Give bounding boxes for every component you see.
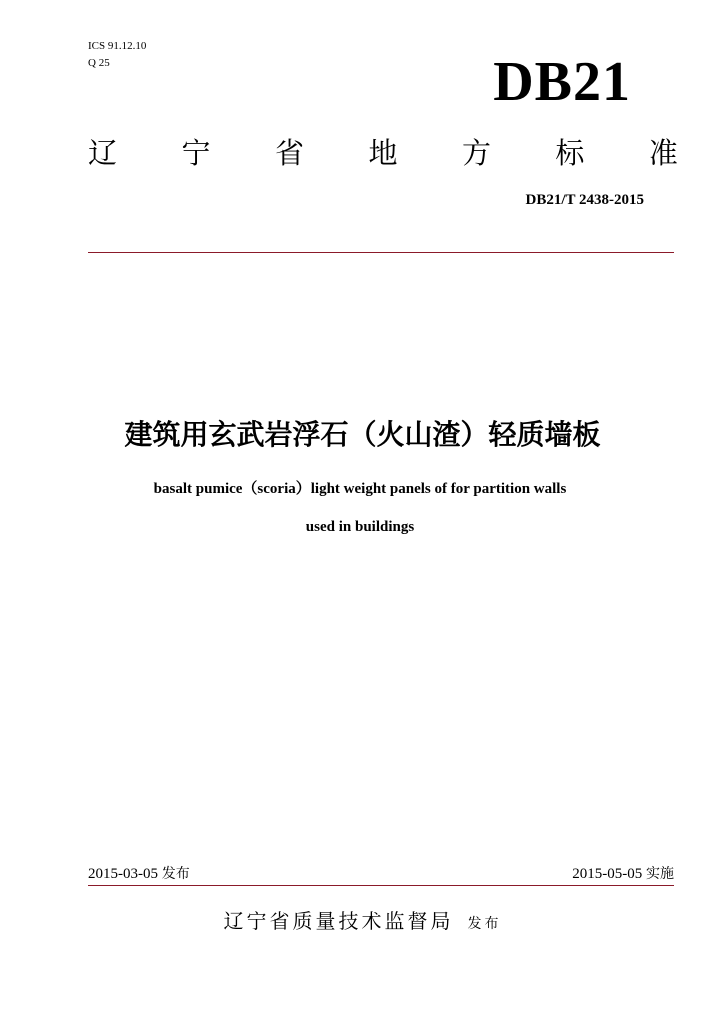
issuer-suffix: 发布: [467, 916, 502, 932]
ics-code: ICS 91.12.10: [88, 40, 147, 52]
issue-label: 发布: [161, 866, 190, 882]
heading-char: 辽: [88, 136, 118, 170]
category-code: Q 25: [88, 57, 110, 69]
implement-label: 实施: [646, 866, 674, 882]
province-standard-heading: [88, 133, 678, 173]
title-en-line-2: used in buildings: [305, 519, 415, 535]
issuer-line: [0, 906, 725, 939]
document-title-cn: 建筑用玄武岩浮石（火山渣）轻质墙板: [124, 418, 601, 451]
issue-date: 2015-03-05: [88, 866, 158, 882]
heading-char: 省: [274, 136, 304, 170]
heading-char: 标: [555, 136, 585, 170]
classification-block: [88, 38, 146, 72]
heading-char: 准: [648, 136, 678, 170]
bottom-divider: [88, 885, 674, 886]
title-en-line-1: basalt pumice（scoria）light weight panels of for partition walls: [153, 481, 567, 497]
heading-char: 方: [461, 136, 491, 170]
heading-char: 地: [368, 136, 398, 170]
implement-date-line: [572, 864, 674, 884]
heading-char: 宁: [181, 136, 211, 170]
document-title-en: [60, 470, 660, 546]
top-divider: [88, 252, 674, 253]
standard-number: DB21/T 2438-2015: [525, 192, 644, 208]
issuer-name: 辽宁省质量技术监督局: [223, 909, 454, 933]
standard-code: DB21: [493, 51, 631, 113]
implement-date: 2015-05-05: [572, 866, 643, 882]
issue-date-line: [88, 864, 190, 884]
